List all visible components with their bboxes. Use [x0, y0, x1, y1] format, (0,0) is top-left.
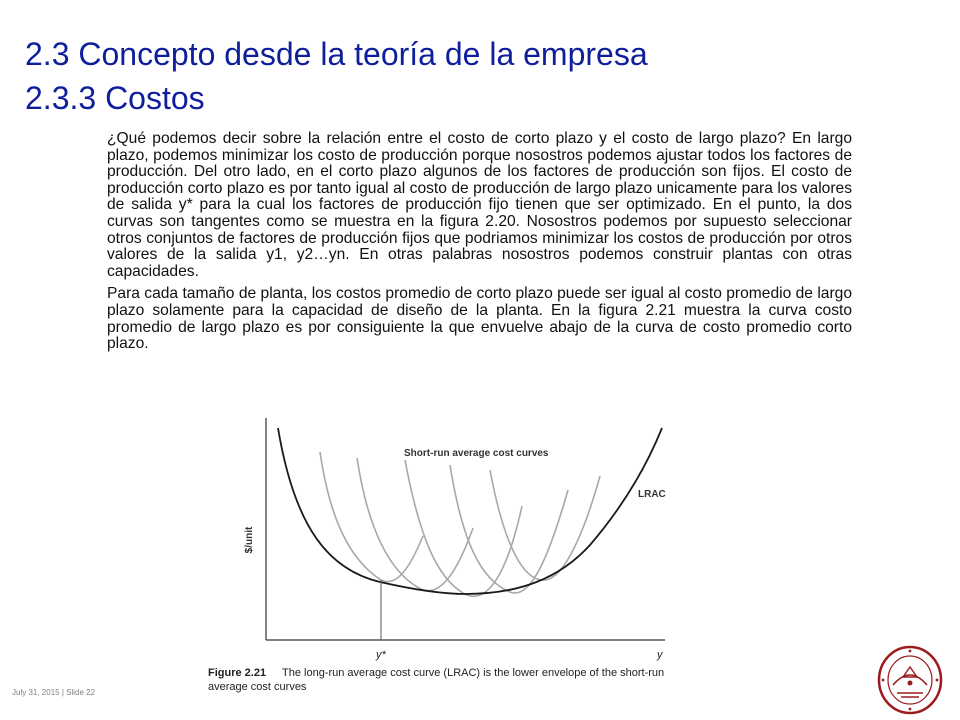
x-axis-label: y: [657, 649, 663, 661]
slide-title: 2.3 Concepto desde la teoría de la empresa: [25, 36, 648, 72]
short-run-curves: [320, 452, 600, 596]
short-run-curve-5: [490, 470, 600, 580]
figure-caption-number: Figure 2.21: [208, 667, 267, 679]
slide-subtitle: 2.3.3 Costos: [25, 80, 205, 116]
body-text: [107, 131, 852, 359]
y-star-label: y*: [376, 649, 386, 661]
university-seal-logo: [877, 645, 943, 715]
y-axis-label: $/unit: [244, 526, 255, 554]
short-run-curve-2: [357, 458, 473, 591]
cost-curves-figure: [200, 410, 680, 700]
paragraph-relationship: ¿Qué podemos decir sobre la relación entre el costo de corto plazo y el costo de largo plazo? En largo plazo, podemos minimizar los costo de producción porque nosostros podemos ajustar todos los factores de producción. Del otro lado, en el corto plazo algunos de los factores de producción son fijos. El costo de producción corto plazo es por tanto igual al costo de producción de largo plazo unicamente para los valores de salida y* para la cual los factores de producción fijo tienen que ser optimizado. En el punto, la dos curvas son tangentes como se muestra en la figura 2.20. Nosostros podemos por supuesto seleccionar otros conjuntos de factores de producción fijos que podriamos minimizar los costos de producción por otros valores de la salida y1, y2…yn. En otras palabras nosostros podemos construir plantas con otras capacidades.: [107, 130, 852, 280]
short-run-curve-4: [450, 465, 568, 593]
paragraph-plant-size: Para cada tamaño de planta, los costos promedio de corto plazo puede ser igual al costo promedio de largo plazo solamente para la capacidad de diseño de la planta. En la figura 2.21 muestra la curva costo promedio de largo plazo es por consiguiente la que envuelve abajo de la curva de costo promedio corto plazo.: [107, 285, 852, 353]
figure-caption-line2: average cost curves: [208, 681, 307, 693]
slide-footer: July 31, 2015 | Slide 22: [12, 688, 96, 697]
figure-caption-line1: The long-run average cost curve (LRAC) is the lower envelope of the short-run: [282, 667, 665, 679]
short-run-label: Short-run average cost curves: [404, 448, 549, 459]
lrac-label: LRAC: [638, 489, 666, 500]
